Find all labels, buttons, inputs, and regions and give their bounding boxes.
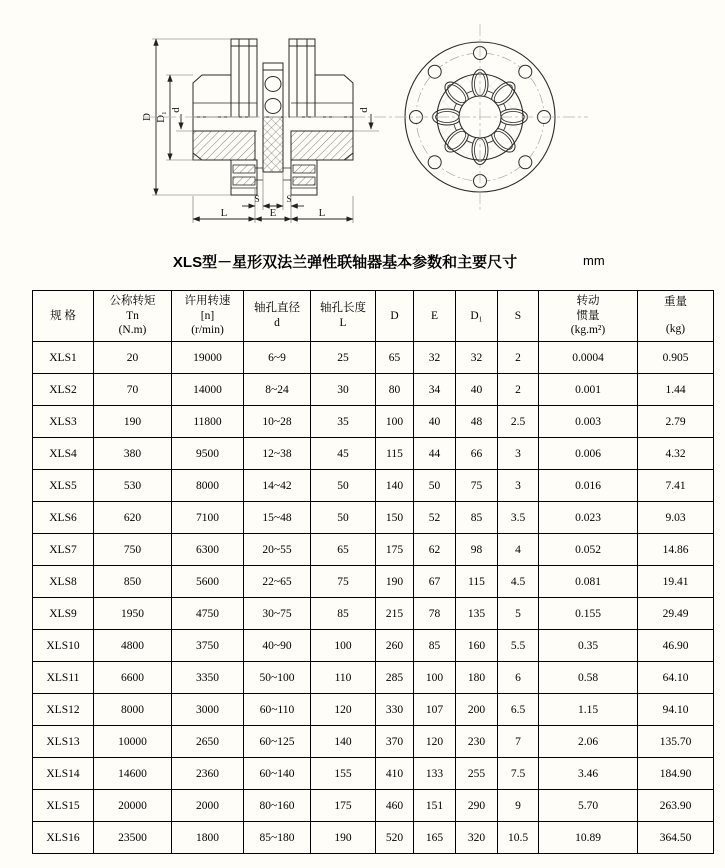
value-cell: 1.44: [638, 374, 714, 406]
spec-cell: XLS6: [33, 502, 94, 534]
value-cell: 11800: [172, 406, 244, 438]
value-cell: 7: [498, 726, 539, 758]
dim-label-E: E: [269, 207, 277, 219]
table-row: [33, 598, 714, 630]
value-cell: 230: [456, 726, 498, 758]
table-row: [33, 502, 714, 534]
value-cell: 184.90: [638, 758, 714, 790]
value-cell: 100: [414, 662, 456, 694]
value-cell: 32: [456, 342, 498, 374]
dim-label-L-left: L: [220, 207, 228, 219]
value-cell: 50: [414, 470, 456, 502]
value-cell: 0.58: [539, 662, 638, 694]
table-row: [33, 726, 714, 758]
column-header: D: [376, 291, 414, 342]
value-cell: 180: [456, 662, 498, 694]
value-cell: 34: [414, 374, 456, 406]
value-cell: 52: [414, 502, 456, 534]
value-cell: 75: [311, 566, 376, 598]
table-row: [33, 630, 714, 662]
value-cell: 0.081: [539, 566, 638, 598]
value-cell: 20: [94, 342, 172, 374]
value-cell: 2360: [172, 758, 244, 790]
value-cell: 32: [414, 342, 456, 374]
value-cell: 4: [498, 534, 539, 566]
value-cell: 120: [414, 726, 456, 758]
value-cell: 6600: [94, 662, 172, 694]
value-cell: 60~125: [244, 726, 311, 758]
value-cell: 2.5: [498, 406, 539, 438]
value-cell: 5.5: [498, 630, 539, 662]
dim-label-d-right: d: [358, 107, 370, 113]
value-cell: 0.0004: [539, 342, 638, 374]
value-cell: 5: [498, 598, 539, 630]
value-cell: 115: [456, 566, 498, 598]
table-row: [33, 374, 714, 406]
page-title: XLS型－星形双法兰弹性联轴器基本参数和主要尺寸: [172, 254, 518, 271]
value-cell: 8000: [94, 694, 172, 726]
value-cell: 10.5: [498, 822, 539, 854]
value-cell: 44: [414, 438, 456, 470]
value-cell: 78: [414, 598, 456, 630]
value-cell: 85: [414, 630, 456, 662]
value-cell: 2: [498, 342, 539, 374]
value-cell: 80: [376, 374, 414, 406]
value-cell: 85: [456, 502, 498, 534]
value-cell: 25: [311, 342, 376, 374]
table-row: [33, 694, 714, 726]
value-cell: 110: [311, 662, 376, 694]
value-cell: 50~100: [244, 662, 311, 694]
spec-cell: XLS5: [33, 470, 94, 502]
value-cell: 70: [94, 374, 172, 406]
column-header: 许用转速 [n] (r/min): [172, 291, 244, 342]
value-cell: 8~24: [244, 374, 311, 406]
value-cell: 20000: [94, 790, 172, 822]
dim-label-L-right: L: [318, 207, 326, 219]
value-cell: 285: [376, 662, 414, 694]
spec-cell: XLS7: [33, 534, 94, 566]
value-cell: 2650: [172, 726, 244, 758]
value-cell: 200: [456, 694, 498, 726]
value-cell: 120: [311, 694, 376, 726]
value-cell: 15~48: [244, 502, 311, 534]
value-cell: 1.15: [539, 694, 638, 726]
value-cell: 215: [376, 598, 414, 630]
spec-cell: XLS9: [33, 598, 94, 630]
table-row: [33, 406, 714, 438]
value-cell: 22~65: [244, 566, 311, 598]
value-cell: 40~90: [244, 630, 311, 662]
value-cell: 460: [376, 790, 414, 822]
value-cell: 175: [311, 790, 376, 822]
value-cell: 5.70: [539, 790, 638, 822]
spec-cell: XLS14: [33, 758, 94, 790]
value-cell: 175: [376, 534, 414, 566]
value-cell: 2: [498, 374, 539, 406]
column-header: S: [498, 291, 539, 342]
value-cell: 1800: [172, 822, 244, 854]
value-cell: 100: [311, 630, 376, 662]
value-cell: 75: [456, 470, 498, 502]
value-cell: 135: [456, 598, 498, 630]
column-header: D₁: [456, 291, 498, 342]
value-cell: 380: [94, 438, 172, 470]
value-cell: 40: [456, 374, 498, 406]
value-cell: 19000: [172, 342, 244, 374]
value-cell: 3: [498, 470, 539, 502]
value-cell: 260: [376, 630, 414, 662]
spec-cell: XLS2: [33, 374, 94, 406]
value-cell: 0.006: [539, 438, 638, 470]
value-cell: 7100: [172, 502, 244, 534]
value-cell: 3: [498, 438, 539, 470]
value-cell: 35: [311, 406, 376, 438]
value-cell: 4.5: [498, 566, 539, 598]
value-cell: 0.023: [539, 502, 638, 534]
spec-cell: XLS11: [33, 662, 94, 694]
value-cell: 6300: [172, 534, 244, 566]
column-header: E: [414, 291, 456, 342]
value-cell: 1950: [94, 598, 172, 630]
value-cell: 3.5: [498, 502, 539, 534]
value-cell: 0.052: [539, 534, 638, 566]
value-cell: 9500: [172, 438, 244, 470]
value-cell: 190: [376, 566, 414, 598]
dim-label-d-left: d: [170, 107, 182, 113]
value-cell: 29.49: [638, 598, 714, 630]
value-cell: 40: [414, 406, 456, 438]
value-cell: 94.10: [638, 694, 714, 726]
value-cell: 6~9: [244, 342, 311, 374]
value-cell: 14600: [94, 758, 172, 790]
value-cell: 7.41: [638, 470, 714, 502]
spec-cell: XLS16: [33, 822, 94, 854]
spec-cell: XLS13: [33, 726, 94, 758]
value-cell: 85~180: [244, 822, 311, 854]
value-cell: 4800: [94, 630, 172, 662]
value-cell: 10000: [94, 726, 172, 758]
value-cell: 107: [414, 694, 456, 726]
value-cell: 0.155: [539, 598, 638, 630]
value-cell: 0.001: [539, 374, 638, 406]
value-cell: 85: [311, 598, 376, 630]
value-cell: 30~75: [244, 598, 311, 630]
value-cell: 3.46: [539, 758, 638, 790]
spec-cell: XLS1: [33, 342, 94, 374]
value-cell: 100: [376, 406, 414, 438]
value-cell: 50: [311, 502, 376, 534]
value-cell: 45: [311, 438, 376, 470]
value-cell: 133: [414, 758, 456, 790]
value-cell: 7.5: [498, 758, 539, 790]
column-header: 公称转矩 Tn (N.m): [94, 291, 172, 342]
dim-label-S-left: S: [254, 195, 260, 205]
value-cell: 330: [376, 694, 414, 726]
value-cell: 2000: [172, 790, 244, 822]
value-cell: 160: [456, 630, 498, 662]
value-cell: 135.70: [638, 726, 714, 758]
value-cell: 150: [376, 502, 414, 534]
value-cell: 20~55: [244, 534, 311, 566]
value-cell: 850: [94, 566, 172, 598]
value-cell: 50: [311, 470, 376, 502]
value-cell: 6.5: [498, 694, 539, 726]
value-cell: 410: [376, 758, 414, 790]
value-cell: 320: [456, 822, 498, 854]
value-cell: 290: [456, 790, 498, 822]
value-cell: 66: [456, 438, 498, 470]
value-cell: 520: [376, 822, 414, 854]
value-cell: 370: [376, 726, 414, 758]
value-cell: 60~140: [244, 758, 311, 790]
value-cell: 10~28: [244, 406, 311, 438]
value-cell: 2.79: [638, 406, 714, 438]
value-cell: 19.41: [638, 566, 714, 598]
table-row: [33, 790, 714, 822]
table-header: [33, 291, 714, 342]
table-row: [33, 822, 714, 854]
value-cell: 165: [414, 822, 456, 854]
value-cell: 3000: [172, 694, 244, 726]
value-cell: 46.90: [638, 630, 714, 662]
value-cell: 0.905: [638, 342, 714, 374]
value-cell: 140: [311, 726, 376, 758]
value-cell: 30: [311, 374, 376, 406]
value-cell: 9.03: [638, 502, 714, 534]
unit-label: mm: [583, 253, 605, 268]
column-header: 重量 (kg): [638, 291, 714, 342]
value-cell: 64.10: [638, 662, 714, 694]
column-header: 轴孔直径 d: [244, 291, 311, 342]
value-cell: 620: [94, 502, 172, 534]
value-cell: 65: [311, 534, 376, 566]
value-cell: 190: [94, 406, 172, 438]
value-cell: 530: [94, 470, 172, 502]
value-cell: 5600: [172, 566, 244, 598]
value-cell: 9: [498, 790, 539, 822]
value-cell: 98: [456, 534, 498, 566]
value-cell: 65: [376, 342, 414, 374]
spec-cell: XLS4: [33, 438, 94, 470]
column-header: 转动 惯量 (kg.m²): [539, 291, 638, 342]
table-row: [33, 566, 714, 598]
dim-label-S-right: S: [286, 195, 292, 205]
parameters-table: [32, 290, 714, 854]
value-cell: 80~160: [244, 790, 311, 822]
value-cell: 14~42: [244, 470, 311, 502]
value-cell: 67: [414, 566, 456, 598]
value-cell: 151: [414, 790, 456, 822]
value-cell: 0.35: [539, 630, 638, 662]
value-cell: 14.86: [638, 534, 714, 566]
value-cell: 4750: [172, 598, 244, 630]
table-row: [33, 758, 714, 790]
dim-label-D: D: [141, 113, 153, 121]
value-cell: 4.32: [638, 438, 714, 470]
table-row: [33, 342, 714, 374]
spec-cell: XLS10: [33, 630, 94, 662]
spec-cell: XLS3: [33, 406, 94, 438]
table-row: [33, 534, 714, 566]
value-cell: 0.016: [539, 470, 638, 502]
value-cell: 3350: [172, 662, 244, 694]
spec-cell: XLS15: [33, 790, 94, 822]
value-cell: 190: [311, 822, 376, 854]
table-row: [33, 438, 714, 470]
value-cell: 14000: [172, 374, 244, 406]
spec-cell: XLS8: [33, 566, 94, 598]
table-head-row: [33, 291, 714, 342]
value-cell: 10.89: [539, 822, 638, 854]
table-row: [33, 662, 714, 694]
dim-label-D1: D₁: [155, 111, 167, 123]
value-cell: 6: [498, 662, 539, 694]
value-cell: 2.06: [539, 726, 638, 758]
value-cell: 60~110: [244, 694, 311, 726]
value-cell: 62: [414, 534, 456, 566]
value-cell: 263.90: [638, 790, 714, 822]
value-cell: 8000: [172, 470, 244, 502]
value-cell: 0.003: [539, 406, 638, 438]
value-cell: 255: [456, 758, 498, 790]
value-cell: 115: [376, 438, 414, 470]
value-cell: 12~38: [244, 438, 311, 470]
table-body: [33, 342, 714, 854]
value-cell: 364.50: [638, 822, 714, 854]
value-cell: 48: [456, 406, 498, 438]
table-row: [33, 470, 714, 502]
value-cell: 140: [376, 470, 414, 502]
value-cell: 155: [311, 758, 376, 790]
column-header: 规 格: [33, 291, 94, 342]
technical-drawing: [0, 0, 725, 246]
value-cell: 3750: [172, 630, 244, 662]
column-header: 轴孔长度 L: [311, 291, 376, 342]
spec-cell: XLS12: [33, 694, 94, 726]
value-cell: 23500: [94, 822, 172, 854]
value-cell: 750: [94, 534, 172, 566]
